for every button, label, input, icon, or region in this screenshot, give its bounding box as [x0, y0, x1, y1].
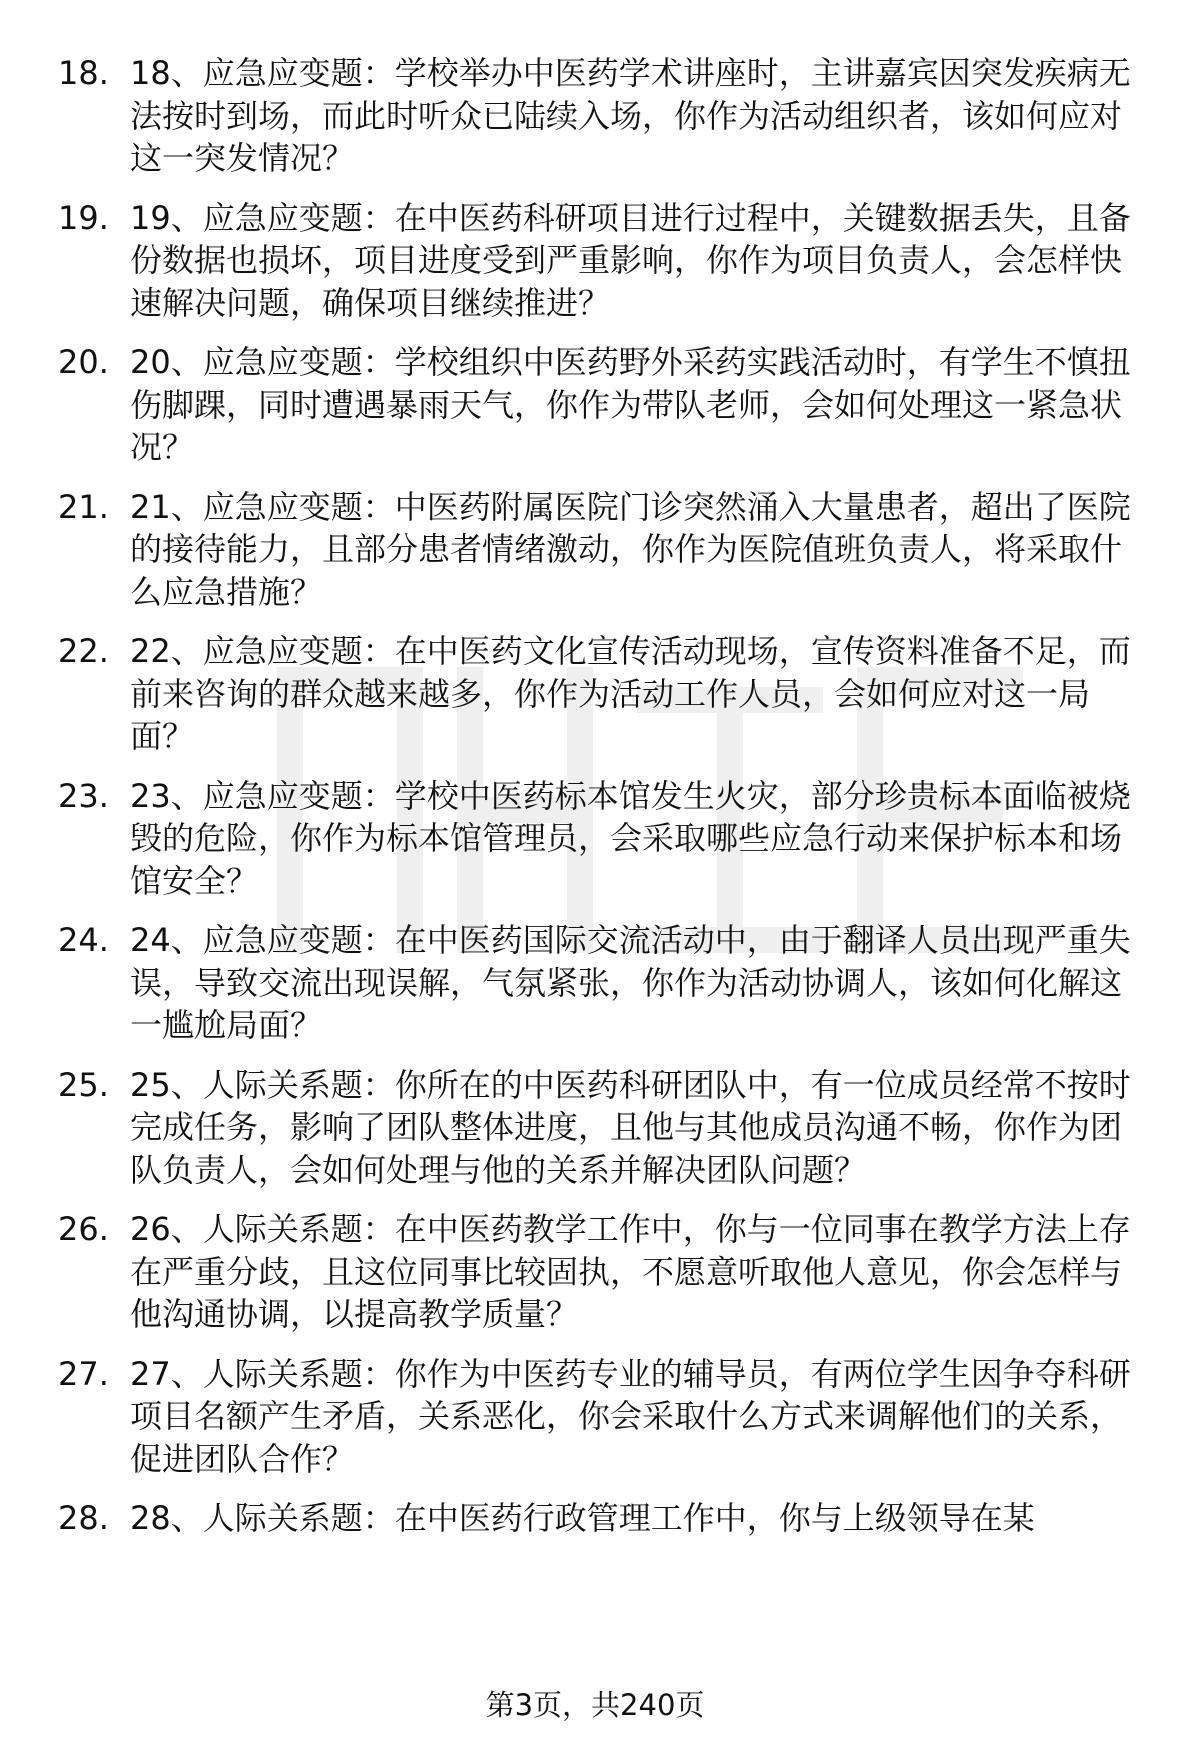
question-item-25 — [0, 1064, 1190, 1192]
question-item-21 — [0, 486, 1190, 614]
question-text: 20、应急应变题：学校组织中医药野外采药实践活动时，有学生不慎扭伤脚踝，同时遭遇暴雨天气，你作为带队老师，会如何处理这一紧急状况？ — [130, 343, 1131, 466]
question-item-19 — [0, 197, 1190, 325]
question-item-26 — [0, 1208, 1190, 1336]
question-list — [0, 52, 1190, 1557]
question-item-27 — [0, 1353, 1190, 1481]
page-footer: 第3页，共240页 — [485, 1688, 705, 1722]
question-item-22 — [0, 630, 1190, 758]
question-item-18 — [0, 52, 1190, 180]
question-text: 28、人际关系题：在中医药行政管理工作中，你与上级领导在某 — [130, 1499, 1035, 1537]
question-item-23 — [0, 775, 1190, 903]
question-text: 22、应急应变题：在中医药文化宣传活动现场，宣传资料准备不足，而前来咨询的群众越来越多，你作为活动工作人员，会如何应对这一局面？ — [130, 632, 1131, 755]
question-number: 24. — [58, 921, 109, 959]
question-number: 21. — [58, 487, 109, 526]
question-number: 27. — [58, 1354, 109, 1393]
question-item-24 — [0, 919, 1190, 1047]
question-text: 27、人际关系题：你作为中医药专业的辅导员，有两位学生因争夺科研项目名额产生矛盾，关系恶化，你会采取什么方式来调解他们的关系，促进团队合作？ — [130, 1354, 1131, 1478]
question-text: 21、应急应变题：中医药附属医院门诊突然涌入大量患者，超出了医院的接待能力，且部分患者情绪激动，你作为医院值班负责人，将采取什么应急措施？ — [130, 487, 1131, 611]
question-number: 28. — [58, 1499, 109, 1537]
question-number: 19. — [58, 198, 109, 237]
question-text: 19、应急应变题：在中医药科研项目进行过程中，关键数据丢失，且备份数据也损坏，项目进度受到严重影响，你作为项目负责人，会怎样快速解决问题，确保项目继续推进？ — [130, 198, 1131, 322]
question-number: 20. — [58, 343, 109, 381]
question-item-20 — [0, 341, 1190, 469]
question-text: 18、应急应变题：学校举办中医药学术讲座时，主讲嘉宾因突发疾病无法按时到场，而此时听众已陆续入场，你作为活动组织者，该如何应对这一突发情况？ — [130, 54, 1131, 177]
question-item-28 — [0, 1497, 1190, 1540]
question-number: 25. — [58, 1065, 109, 1104]
question-text: 25、人际关系题：你所在的中医药科研团队中，有一位成员经常不按时完成任务，影响了团队整体进度，且他与其他成员沟通不畅，你作为团队负责人，会如何处理与他的关系并解决团队问题？ — [130, 1065, 1131, 1189]
question-number: 26. — [58, 1210, 109, 1248]
question-text: 23、应急应变题：学校中医药标本馆发生火灾，部分珍贵标本面临被烧毁的危险，你作为标本馆管理员，会采取哪些应急行动来保护标本和场馆安全？ — [130, 776, 1131, 900]
question-number: 23. — [58, 776, 109, 815]
question-number: 18. — [58, 54, 109, 92]
question-text: 26、人际关系题：在中医药教学工作中，你与一位同事在教学方法上存在严重分歧，且这位同事比较固执，不愿意听取他人意见，你会怎样与他沟通协调，以提高教学质量？ — [130, 1210, 1131, 1333]
question-number: 22. — [58, 632, 109, 670]
question-text: 24、应急应变题：在中医药国际交流活动中，由于翻译人员出现严重失误，导致交流出现误解，气氛紧张，你作为活动协调人，该如何化解这一尴尬局面？ — [130, 921, 1131, 1044]
